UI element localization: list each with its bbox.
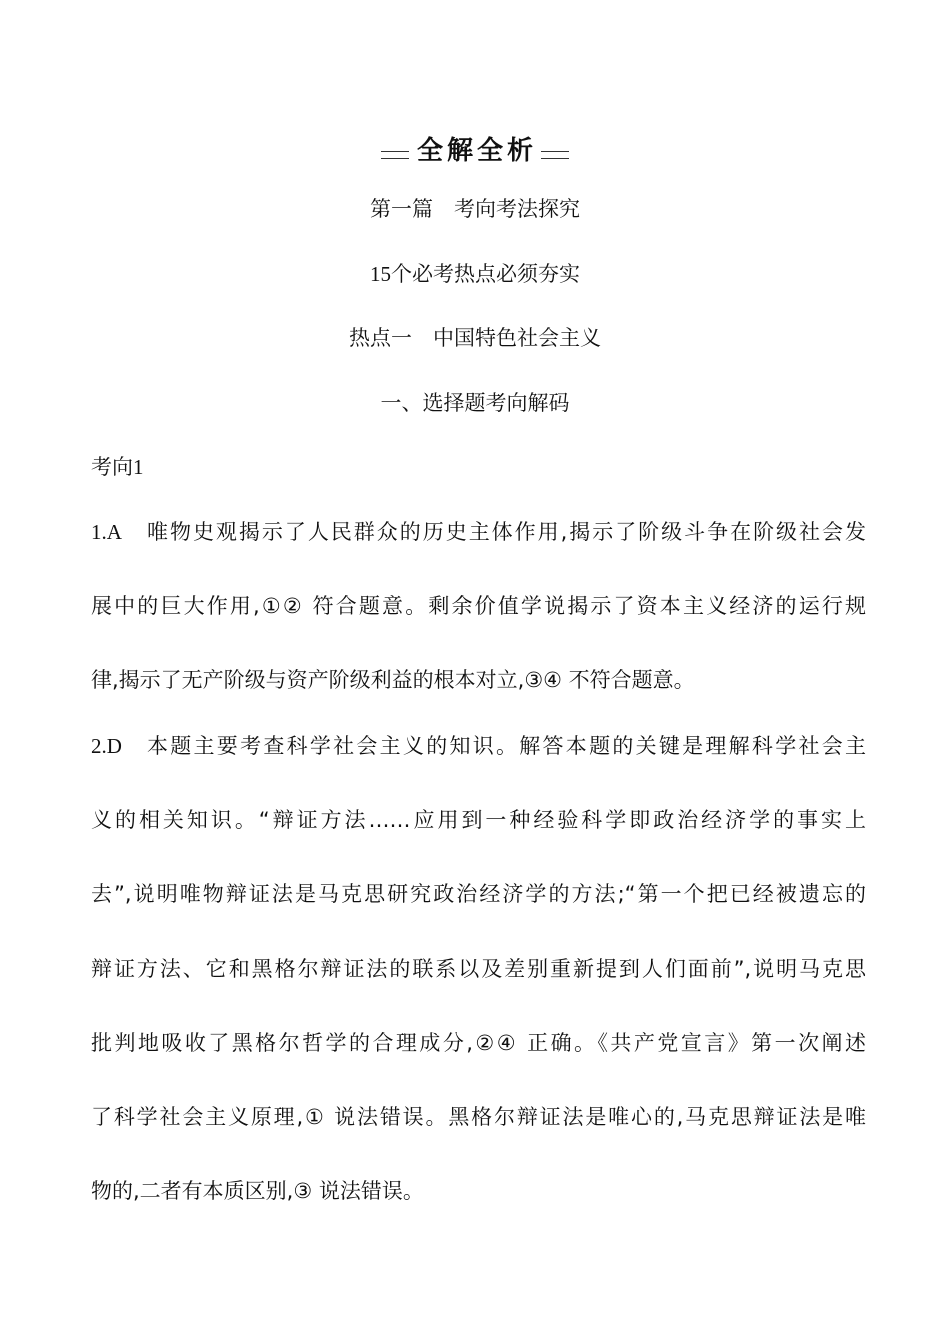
answer-2-line-2: 义的相关知识。“辩证方法……应用到一种经验科学即政治经济学的事实上 [91,808,866,832]
answer-1-label: 1.A [91,520,122,544]
answer-2-line-6: 了科学社会主义原理,① 说法错误。黑格尔辩证法是唯心的,马克思辩证法是唯 [91,1105,866,1129]
answer-2-line-5: 批判地吸收了黑格尔哲学的合理成分,②④ 正确。《共产党宣言》第一次阐述 [91,1031,866,1055]
answer-2-line-7: 物的,二者有本质区别,③ 说法错误。 [91,1179,424,1203]
banner [0,128,950,168]
banner-right-rule [541,151,569,159]
part-heading: 第一篇 考向考法探究 [370,197,580,221]
answer-2-label: 2.D [91,734,122,758]
answer-1-line-3: 律,揭示了无产阶级与资产阶级利益的根本对立,③④ 不符合题意。 [91,668,695,692]
direction-heading: 考向1 [91,455,144,479]
section-heading: 一、选择题考向解码 [380,391,570,415]
banner-title: 全解全析 [416,135,537,166]
answer-1-line-2: 展中的巨大作用,①② 符合题意。剩余价值学说揭示了资本主义经济的运行规 [91,594,866,618]
answer-2-line-4: 辩证方法、它和黑格尔辩证法的联系以及差别重新提到人们面前”,说明马克思 [91,957,866,981]
answer-2-line-3: 去”,说明唯物辩证法是马克思研究政治经济学的方法;“第一个把已经被遗忘的 [91,882,866,906]
answer-1-first-line [91,517,866,547]
hotspot-heading: 热点一 中国特色社会主义 [349,326,601,350]
banner-left-rule [381,151,409,159]
answer-2-line-1: 本题主要考查科学社会主义的知识。解答本题的关键是理解科学社会主 [147,734,866,758]
answer-1-line-1: 唯物史观揭示了人民群众的历史主体作用,揭示了阶级斗争在阶级社会发 [147,520,866,544]
answer-2-first-line [91,731,866,761]
subtitle-heading: 15个必考热点必须夯实 [370,262,580,286]
